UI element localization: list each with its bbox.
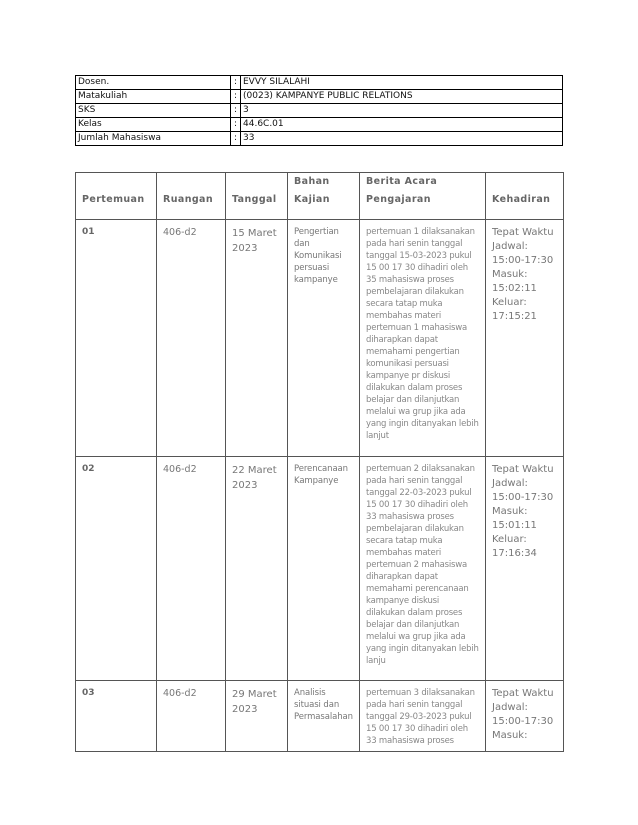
header-tanggal: Tanggal xyxy=(226,173,288,220)
check-out-time: 17:16:34 xyxy=(492,548,537,559)
info-value-matakuliah: (0023) KAMPANYE PUBLIC RELATIONS xyxy=(241,90,563,104)
cell-berita-acara: pertemuan 1 dilaksanakan pada hari senin tanggal tanggal 15-03-2023 pukul 15 00 17 30 dihadiri oleh 35 mahasiswa proses pembelajaran dilakukan secara tatap muka membahas materi pertemuan 1 mahasiswa diharapkan dapat memahami pengertian komunikasi persuasi kampanye pr diskusi dilakukan dalam proses belajar dan dilanjutkan melalui wa grup jika ada yang ingin ditanyakan lebih lanjut xyxy=(360,220,486,457)
info-value-sks: 3 xyxy=(241,104,563,118)
cell-berita-acara: pertemuan 2 dilaksanakan pada hari senin tanggal tanggal 22-03-2023 pukul 15 00 17 30 dihadiri oleh 33 mahasiswa proses pembelajaran dilakukan secara tatap muka membahas materi pertemuan 2 mahasiswa diharapkan dapat memahami perencanaan kampanye diskusi dilakukan dalam proses belajar dan dilanjutkan melalui wa grup jika ada yang ingin ditanyakan lebih lanju xyxy=(360,457,486,681)
table-row xyxy=(76,457,564,681)
table-row xyxy=(76,681,564,752)
info-row-jumlah xyxy=(76,132,563,146)
cell-bahan-kajian: Perencanaan Kampanye xyxy=(288,457,360,681)
check-in-label: Masuk: xyxy=(492,269,528,280)
cell-kehadiran xyxy=(486,220,564,457)
info-row-sks xyxy=(76,104,563,118)
cell-tanggal: 15 Maret 2023 xyxy=(226,220,288,457)
info-row-matakuliah xyxy=(76,90,563,104)
info-separator: : xyxy=(231,90,241,104)
header-pertemuan: Pertemuan xyxy=(76,173,157,220)
cell-ruangan: 406-d2 xyxy=(157,220,226,457)
check-out-label: Keluar: xyxy=(492,297,527,308)
info-label: Kelas xyxy=(76,118,231,132)
check-out-time: 17:15:21 xyxy=(492,311,537,322)
info-label: Dosen. xyxy=(76,76,231,90)
header-ruangan: Ruangan xyxy=(157,173,226,220)
info-label: Jumlah Mahasiswa xyxy=(76,132,231,146)
info-value-dosen: EVVY SILALAHI xyxy=(241,76,563,90)
cell-pertemuan: 03 xyxy=(76,681,157,752)
header-berita-acara: Berita Acara Pengajaran xyxy=(360,173,486,220)
schedule-label: Jadwal: xyxy=(492,702,528,713)
info-separator: : xyxy=(231,118,241,132)
info-separator: : xyxy=(231,76,241,90)
table-row xyxy=(76,220,564,457)
check-out-label: Keluar: xyxy=(492,534,527,545)
cell-kehadiran xyxy=(486,681,564,752)
header-bahan-kajian: Bahan Kajian xyxy=(288,173,360,220)
info-row-kelas xyxy=(76,118,563,132)
info-separator: : xyxy=(231,104,241,118)
cell-kehadiran xyxy=(486,457,564,681)
cell-bahan-kajian: Pengertian dan Komunikasi persuasi kampanye xyxy=(288,220,360,457)
cell-pertemuan: 01 xyxy=(76,220,157,457)
info-label: Matakuliah xyxy=(76,90,231,104)
info-row-dosen xyxy=(76,76,563,90)
cell-bahan-kajian: Analisis situasi dan Permasalahan xyxy=(288,681,360,752)
schedule-label: Jadwal: xyxy=(492,241,528,252)
attendance-status: Tepat Waktu xyxy=(492,464,554,475)
table-header-row xyxy=(76,173,564,220)
cell-berita-acara: pertemuan 3 dilaksanakan pada hari senin tanggal tanggal 29-03-2023 pukul 15 00 17 30 dihadiri oleh 33 mahasiswa proses xyxy=(360,681,486,752)
info-label: SKS xyxy=(76,104,231,118)
info-value-jumlah: 33 xyxy=(241,132,563,146)
cell-tanggal: 22 Maret 2023 xyxy=(226,457,288,681)
course-info-table xyxy=(75,75,563,146)
check-in-time: 15:02:11 xyxy=(492,283,537,294)
check-in-label: Masuk: xyxy=(492,730,528,741)
info-value-kelas: 44.6C.01 xyxy=(241,118,563,132)
cell-ruangan: 406-d2 xyxy=(157,457,226,681)
cell-pertemuan: 02 xyxy=(76,457,157,681)
check-in-label: Masuk: xyxy=(492,506,528,517)
header-kehadiran: Kehadiran xyxy=(486,173,564,220)
cell-ruangan: 406-d2 xyxy=(157,681,226,752)
schedule-time: 15:00-17:30 xyxy=(492,255,554,266)
attendance-status: Tepat Waktu xyxy=(492,227,554,238)
attendance-table xyxy=(75,172,564,752)
attendance-status: Tepat Waktu xyxy=(492,688,554,699)
check-in-time: 15:01:11 xyxy=(492,520,537,531)
schedule-label: Jadwal: xyxy=(492,478,528,489)
cell-tanggal: 29 Maret 2023 xyxy=(226,681,288,752)
schedule-time: 15:00-17:30 xyxy=(492,492,554,503)
info-separator: : xyxy=(231,132,241,146)
schedule-time: 15:00-17:30 xyxy=(492,716,554,727)
